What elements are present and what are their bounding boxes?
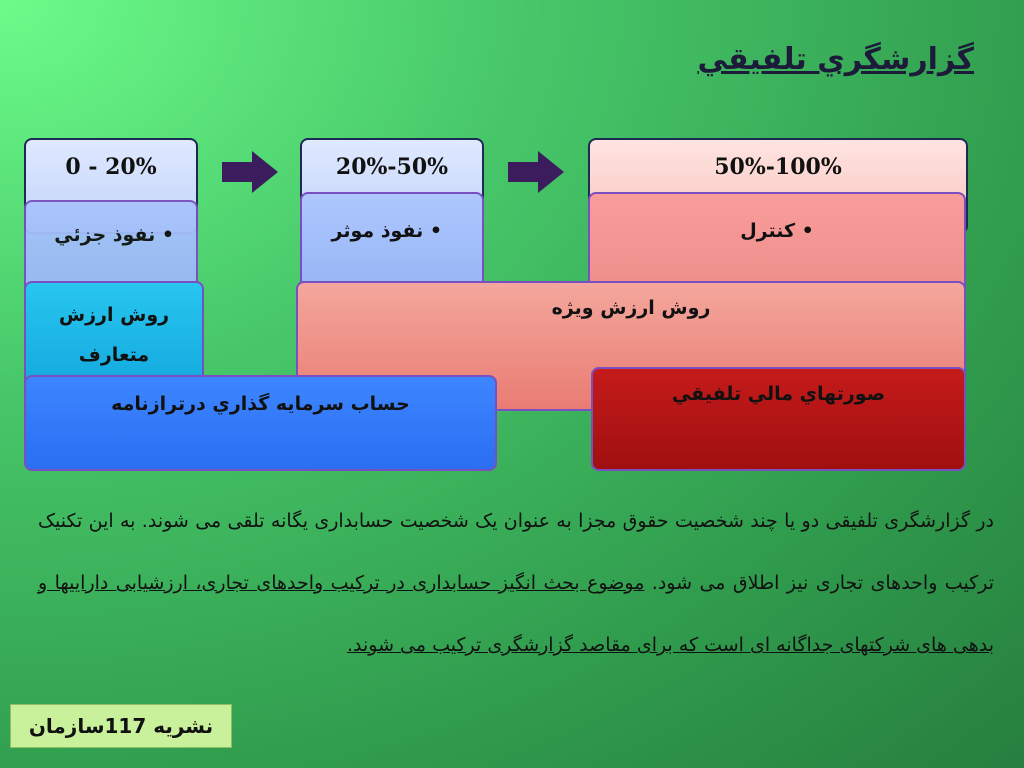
cost-method-box (24, 281, 204, 389)
equity-method-label: روش ارزش ويژه (551, 297, 711, 319)
investment-account-label: حساب سرمايه گذاري درترازنامه (111, 393, 410, 415)
right-arrow-icon (222, 151, 278, 193)
cost-method-label: روش ارزش متعارف (58, 304, 170, 366)
description-paragraph (38, 490, 994, 676)
header-label: 50%-100% (714, 154, 842, 180)
slide-title: گزارشگري تلفيقي (697, 42, 974, 77)
consolidated-statements-box (591, 367, 966, 471)
investment-account-box (24, 375, 497, 471)
source-footer: نشريه 117سازمان (10, 704, 232, 748)
header-label: 0 - 20% (65, 154, 157, 180)
control-label: • کنترل (740, 220, 814, 242)
consolidated-statements-label: صورتهاي مالي تلفيقي (671, 383, 886, 405)
paragraph-part-1: در گزارشگری تلفیقی دو یا چند شخصیت حقوق مجزا به عنوان یک شخصیت حسابداری یگانه تلقی می شوند. به این تکنیک ترکیب واحدهای تجاری نیز اطلاق می شود. (38, 510, 994, 594)
partial-influence-label: • نفوذ جزئي (54, 224, 174, 246)
paragraph-part-2-underlined: موضوع بحث انگیز حسابداری در ترکیب واحدهای تجاری، ارزشیابی داراییها و بدهی های شرکتهای جداگانه ای است که برای مقاصد گزارشگری ترکیب می شوند. (38, 572, 994, 656)
right-arrow-icon (508, 151, 564, 193)
significant-influence-label: • نفوذ موثر (331, 220, 442, 242)
header-label: 20%-50% (335, 154, 449, 180)
